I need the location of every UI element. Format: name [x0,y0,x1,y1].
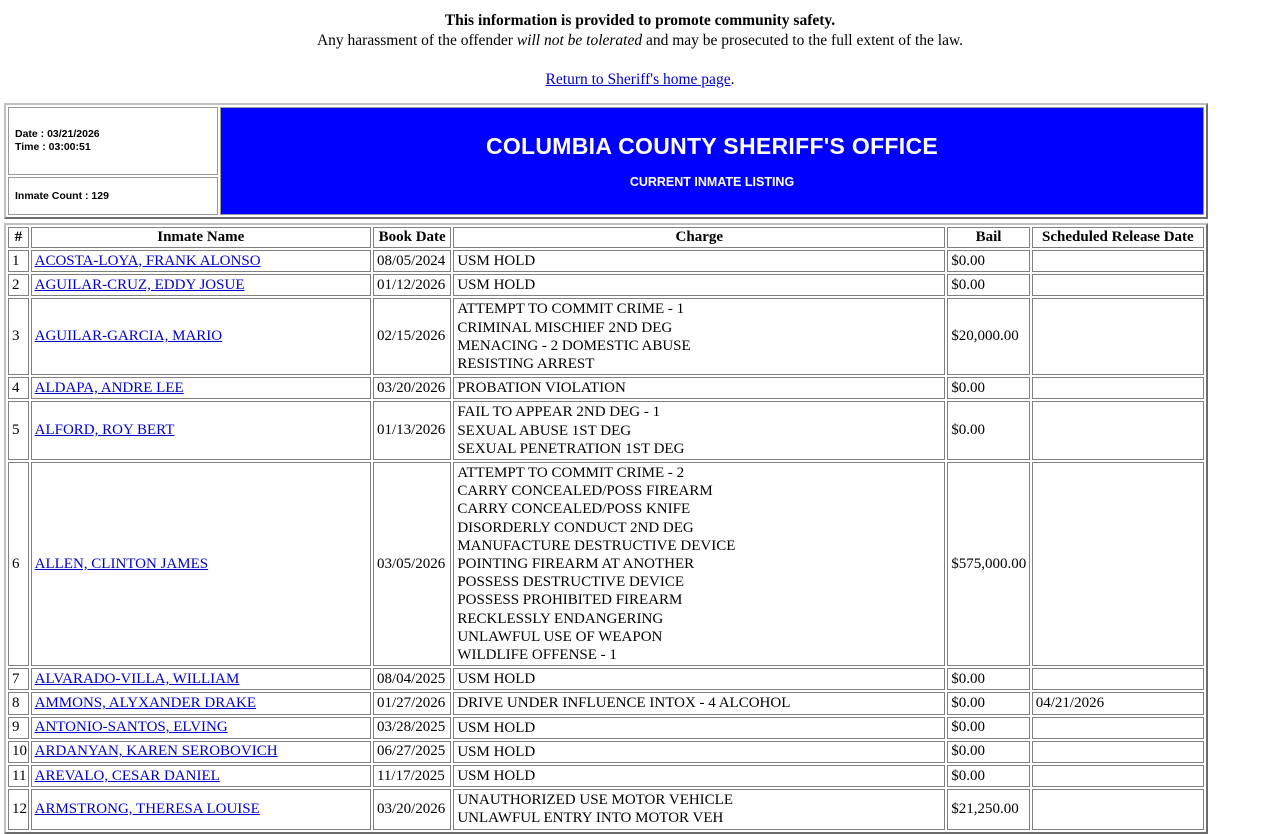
charge-line: UNLAWFUL ENTRY INTO MOTOR VEH [457,810,724,827]
charge-line: POSSESS DESTRUCTIVE DEVICE [457,574,685,591]
charge-line: CARRY CONCEALED/POSS FIREARM [457,483,713,500]
current-date: Date : 03/21/2026 [15,128,100,140]
bail-cell: $0.00 [947,377,1030,399]
notice-line-2 [0,31,1280,51]
charge-cell [453,741,945,763]
notice-emphasis: will not be tolerated [516,32,643,49]
inmate-name-link[interactable]: AREVALO, CESAR DANIEL [34,767,220,784]
charge-line: PROBATION VIOLATION [457,380,626,397]
notice-line-1: This information is provided to promote community safety. [444,12,836,29]
row-number: 7 [8,668,29,690]
charge-cell [453,765,945,787]
home-link-container [0,71,1280,89]
column-header-inmate-name: Inmate Name [31,227,371,248]
charge-line: USM HOLD [457,671,536,688]
agency-banner [220,107,1204,215]
charge-line: USM HOLD [457,253,536,269]
charge-line: SEXUAL ABUSE 1ST DEG [457,422,632,439]
table-row [8,717,1204,739]
charge-line: MANUFACTURE DESTRUCTIVE DEVICE [457,537,736,554]
return-to-sheriff-home-link[interactable]: Return to Sheriff's home page [545,71,731,88]
inmate-name-link[interactable]: ACOSTA-LOYA, FRANK ALONSO [34,252,261,269]
table-row [8,401,1204,460]
charge-line: DRIVE UNDER INFLUENCE INTOX - 4 ALCOHOL [457,695,791,712]
column-header-charge: Charge [453,227,945,248]
charge-line: FAIL TO APPEAR 2ND DEG - 1 [457,404,661,421]
book-date-cell: 02/15/2026 [373,298,451,375]
table-row [8,765,1204,787]
inmate-count-label: Inmate Count : [15,189,92,202]
scheduled-release-cell [1032,462,1204,666]
home-link-period: . [730,71,735,88]
charge-line: WILDLIFE OFFENSE - 1 [457,647,617,664]
charge-cell [453,377,945,399]
inmate-name-link[interactable]: AMMONS, ALYXANDER DRAKE [34,695,257,712]
bail-cell: $0.00 [947,274,1030,296]
inmate-name-link[interactable]: ALVARADO-VILLA, WILLIAM [34,670,240,687]
inmate-name-link[interactable]: ANTONIO-SANTOS, ELVING [34,719,228,736]
book-date-cell: 03/05/2026 [373,462,451,666]
scheduled-release-cell [1032,717,1204,739]
scheduled-release-cell [1032,274,1204,296]
listing-subtitle: CURRENT INMATE LISTING [629,174,795,189]
charge-cell [453,274,945,296]
charge-line: USM HOLD [457,719,536,736]
table-row [8,789,1204,829]
inmate-name-cell [31,668,371,690]
charge-line: MENACING - 2 DOMESTIC ABUSE [457,337,691,354]
inmate-name-link[interactable]: AGUILAR-GARCIA, MARIO [34,328,223,345]
charge-cell [453,298,945,375]
inmate-name-cell [31,250,371,272]
column-header-bail: Bail [947,227,1030,248]
inmate-name-cell [31,765,371,787]
inmate-name-cell [31,717,371,739]
inmate-count-cell [8,177,218,215]
row-number: 8 [8,692,29,714]
charge-cell [453,250,945,272]
bail-cell: $20,000.00 [947,298,1030,375]
charge-line: POSSESS PROHIBITED FIREARM [457,592,683,609]
inmate-name-cell [31,741,371,763]
table-row [8,668,1204,690]
scheduled-release-cell [1032,741,1204,763]
scheduled-release-cell [1032,765,1204,787]
charge-line: POINTING FIREARM AT ANOTHER [457,556,695,573]
notice-text-before: Any harassment of the offender [316,32,517,49]
bail-cell: $0.00 [947,250,1030,272]
row-number: 10 [8,741,29,763]
scheduled-release-cell [1032,789,1204,829]
column-header-number: # [8,227,29,248]
row-number: 5 [8,401,29,460]
inmate-name-link[interactable]: AGUILAR-CRUZ, EDDY JOSUE [34,276,245,293]
inmate-name-link[interactable]: ARMSTRONG, THERESA LOUISE [34,800,260,817]
book-date-cell: 08/05/2024 [373,250,451,272]
table-header-row [8,227,1204,248]
charge-cell [453,668,945,690]
scheduled-release-cell [1032,250,1204,272]
book-date-cell: 03/20/2026 [373,377,451,399]
inmate-name-cell [31,462,371,666]
inmate-name-link[interactable]: ARDANYAN, KAREN SEROBOVICH [34,743,278,760]
inmate-name-cell [31,274,371,296]
book-date-cell: 03/28/2025 [373,717,451,739]
inmate-table-body [8,250,1204,830]
bail-cell: $575,000.00 [947,462,1030,666]
table-row [8,274,1204,296]
bail-cell: $0.00 [947,692,1030,714]
column-header-scheduled-release-date: Scheduled Release Date [1032,227,1204,248]
inmate-name-cell [31,298,371,375]
inmate-name-link[interactable]: ALDAPA, ANDRE LEE [34,379,184,396]
table-row [8,462,1204,666]
row-number: 3 [8,298,29,375]
book-date-cell: 01/13/2026 [373,401,451,460]
bail-cell: $0.00 [947,765,1030,787]
table-row [8,377,1204,399]
bail-cell: $0.00 [947,401,1030,460]
table-row [8,741,1204,763]
charge-line: CRIMINAL MISCHIEF 2ND DEG [457,319,673,336]
bail-cell: $0.00 [947,717,1030,739]
row-number: 4 [8,377,29,399]
charge-cell [453,789,945,829]
inmate-count-value: 129 [91,189,109,202]
charge-line: RESISTING ARREST [457,356,595,373]
row-number: 12 [8,789,29,829]
bail-cell: $0.00 [947,741,1030,763]
inmate-name-cell [31,377,371,399]
agency-title: COLUMBIA COUNTY SHERIFF'S OFFICE [485,132,939,159]
book-date-cell: 01/12/2026 [373,274,451,296]
inmate-name-link[interactable]: ALFORD, ROY BERT [34,422,175,439]
scheduled-release-cell [1032,401,1204,460]
inmate-name-cell [31,692,371,714]
table-row [8,250,1204,272]
charge-line: UNLAWFUL USE OF WEAPON [457,628,663,645]
header-banner-table [4,103,1208,219]
charge-cell [453,717,945,739]
book-date-cell: 08/04/2025 [373,668,451,690]
book-date-cell: 03/20/2026 [373,789,451,829]
datetime-info-cell [8,107,218,175]
charge-line: USM HOLD [457,277,536,294]
book-date-cell: 11/17/2025 [373,765,451,787]
book-date-cell: 06/27/2025 [373,741,451,763]
row-number: 9 [8,717,29,739]
inmate-name-cell [31,789,371,829]
row-number: 1 [8,250,29,272]
charge-cell [453,692,945,714]
charge-line: RECKLESSLY ENDANGERING [457,610,664,627]
banner-row [8,107,1204,175]
charge-line: CARRY CONCEALED/POSS KNIFE [457,501,691,518]
inmate-listing-table [4,223,1208,834]
row-number: 6 [8,462,29,666]
book-date-cell: 01/27/2026 [373,692,451,714]
notice-text-after: and may be prosecuted to the full extent of the law. [642,32,964,49]
bail-cell: $0.00 [947,668,1030,690]
scheduled-release-cell: 04/21/2026 [1032,692,1204,714]
charge-line: UNAUTHORIZED USE MOTOR VEHICLE [457,792,734,809]
scheduled-release-cell [1032,668,1204,690]
charge-cell [453,401,945,460]
charge-line: ATTEMPT TO COMMIT CRIME - 2 [457,465,685,482]
charge-line: DISORDERLY CONDUCT 2ND DEG [457,519,694,536]
charge-line: SEXUAL PENETRATION 1ST DEG [457,440,685,457]
table-row [8,692,1204,714]
charge-line: ATTEMPT TO COMMIT CRIME - 1 [457,301,685,318]
community-safety-notice [0,0,1280,51]
charge-line: USM HOLD [457,743,536,760]
scheduled-release-cell [1032,298,1204,375]
inmate-name-link[interactable]: ALLEN, CLINTON JAMES [34,555,209,572]
row-number: 11 [8,765,29,787]
inmate-name-cell [31,401,371,460]
table-row [8,298,1204,375]
bail-cell: $21,250.00 [947,789,1030,829]
scheduled-release-cell [1032,377,1204,399]
charge-cell [453,462,945,666]
column-header-book-date: Book Date [373,227,451,248]
row-number: 2 [8,274,29,296]
charge-line: USM HOLD [457,768,536,785]
current-time: Time : 03:00:51 [15,141,91,153]
